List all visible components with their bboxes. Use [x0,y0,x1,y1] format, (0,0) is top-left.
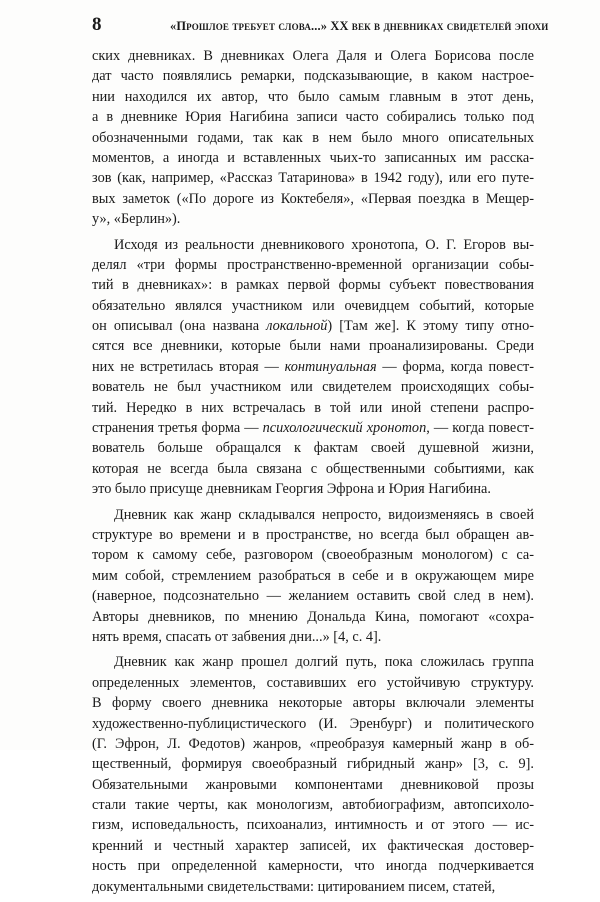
text-run: Обязательными жанровыми компонентами дневниковой прозы [92,776,534,793]
text-line [92,377,534,397]
text-line [92,459,534,479]
text-run: тий. Нередко в них встречалась в той или иной степени распро- [92,399,534,416]
text-line [92,734,534,754]
text-line [92,673,534,693]
text-line [92,357,534,377]
text-line [92,545,534,565]
text-line [92,754,534,774]
text-run: нии находился их автор, что было самым главным в этот день, [92,88,534,105]
text-run: мим собой, стремлением разобраться в себе и в окружающем мире [92,567,534,584]
text-line [92,46,534,66]
text-line [92,255,534,275]
text-line [92,438,534,458]
text-run: дат часто появлялись ремарки, подсказывающие, в каком настрое- [92,68,534,85]
text-line [92,296,534,316]
text-line [92,275,534,295]
text-run: ность при определенной камерности, что иногда подчеркивается [92,858,534,875]
text-run: щественный, формируя своеобразный гибридный жанр» [3, с. 9]. [92,756,534,773]
text-run: странения третья форма — [92,420,263,437]
page-number: 8 [92,14,102,35]
running-title: «Прошлое требует слова...» XX век в дневниках свидетелей эпохи [170,19,549,33]
text-line [92,418,534,438]
text-line [92,505,534,525]
text-run: , — когда повест- [426,420,534,437]
text-run: обязательно являлся участником или очевидцем событий, которые [92,297,534,314]
text-line [92,189,534,209]
text-line [92,479,534,499]
text-run: он описывал (она названа [92,318,267,335]
text-line [92,815,534,835]
text-run: зов (как, например, «Рассказ Татаринова» в 1942 году), или его путе- [92,170,534,187]
text-line [92,168,534,188]
text-run: Авторы дневников, по мнению Дональда Кина, помогают «сохра- [92,608,534,625]
text-run: а в дневнике Юрия Нагибина записи часто собирались только под [92,109,534,126]
text-line [92,607,534,627]
text-run: Исходя из реальности дневникового хронотопа, О. Г. Егоров вы- [114,236,534,253]
text-run: В форму своего дневника некоторые авторы включали элементы [92,695,534,712]
paragraph [92,235,534,500]
paragraph [92,652,534,897]
text-run: документальными свидетельствами: цитированием писем, статей, [92,878,496,895]
text-line [92,209,534,229]
text-run: Дневник как жанр прошел долгий путь, пока сложилась группа [114,654,534,671]
text-run: делял «три формы пространственно-временной организации собы- [92,256,534,273]
text-run: (Г. Эфрон, Л. Федотов) жанров, «преобразуя камерный жанр в об- [92,735,534,752]
text-line [92,66,534,86]
text-run: них не встретилась вторая — [92,358,285,375]
text-line [92,316,534,336]
text-line [92,836,534,856]
paragraph [92,505,534,648]
text-line [92,877,534,897]
text-run: сятся все дневники, которые были нами проанализированы. Среди [92,338,534,355]
italic-term: континуальная [284,358,377,375]
text-line [92,87,534,107]
text-line [92,652,534,672]
text-run: (наверное, подсознательно — желанием оставить свой след в нем). [92,588,534,605]
text-line [92,128,534,148]
running-header [92,14,549,38]
text-line [92,795,534,815]
text-line [92,235,534,255]
text-run: тором к самому себе, разговором (своеобразным монологом) с са- [92,547,534,564]
text-run: у», «Берлин»). [92,211,181,228]
text-line [92,107,534,127]
text-line [92,336,534,356]
body-text [92,46,534,902]
text-line [92,398,534,418]
text-line [92,148,534,168]
text-run: ) [Там же]. К этому типу отно- [327,318,534,335]
text-line [92,586,534,606]
text-line [92,627,534,647]
text-run: структуре во времени и в пространстве, но всегда был обращен ав- [92,526,534,543]
text-run: обозначенными годами, так как в нем было много описательных [92,129,534,146]
text-run: Дневник как жанр складывался непросто, видоизменяясь в своей [114,506,534,523]
text-run: определенных элементов, составивших его устойчивую структуру. [92,674,534,691]
italic-term: локальной [266,318,328,335]
text-line [92,714,534,734]
text-run: тий в дневниках»: в рамках первой формы субъект повествования [92,277,534,294]
text-run: это было присуще дневникам Георгия Эфрона и Юрия Нагибина. [92,481,491,498]
text-run: моментов, а иногда и вставленных чьих-то записанных им расска- [92,149,534,166]
text-run: кренний и честный характер записей, их фактическая достовер- [92,837,534,854]
text-run: — форма, когда повест- [376,358,534,375]
text-run: которая не всегда была связана с общественными событиями, как [92,460,534,477]
text-run: ских дневниках. В дневниках Олега Даля и Олега Борисова после [92,48,534,64]
text-run: гизм, исповедальность, психоанализ, интимность и от этого — ис- [92,817,534,834]
text-line [92,775,534,795]
italic-term: психологический хронотоп [262,420,427,437]
text-line [92,856,534,876]
paragraph [92,46,534,230]
text-line [92,525,534,545]
text-run: стали такие черты, как монологизм, автобиографизм, автопсихоло- [92,797,534,814]
text-run: нять время, спасать от забвения дни...» [4, с. 4]. [92,628,382,645]
text-run: художественно-публицистического (И. Эренбург) и политического [92,715,534,732]
text-line [92,693,534,713]
text-run: вых заметок («По дороге из Коктебеля», «Первая поездка в Мещер- [92,190,534,207]
text-run: вователь не был участником или свидетелем происходящих собы- [92,379,534,396]
text-line [92,566,534,586]
text-run: вователь больше обращался к фактам своей душевной жизни, [92,440,534,457]
